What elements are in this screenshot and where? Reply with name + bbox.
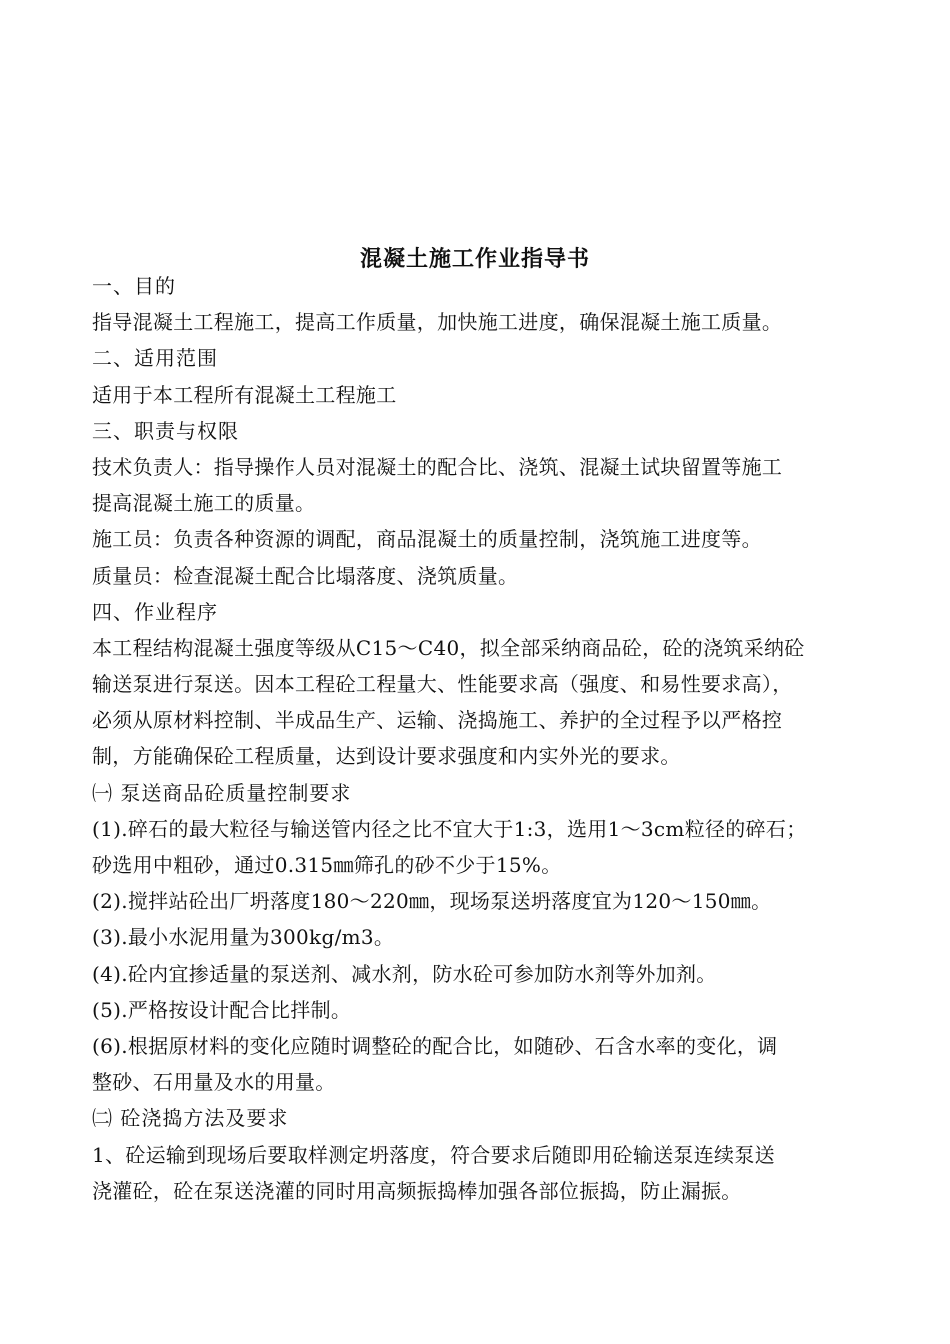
paragraph-line: 浇灌砼，砼在泵送浇灌的同时用高频振捣棒加强各部位振捣，防止漏振。: [92, 1178, 742, 1203]
section-heading: ㈠ 泵送商品砼质量控制要求: [92, 780, 352, 805]
section-heading: 一、目的: [92, 274, 176, 298]
paragraph-line: (2).搅拌站砼出厂坍落度180～220㎜，现场泵送坍落度宜为120～150㎜。: [92, 889, 772, 914]
paragraph-line: 制，方能确保砼工程质量，达到设计要求强度和内实外光的要求。: [92, 744, 681, 769]
paragraph-line: 提高混凝土施工的质量。: [92, 491, 316, 516]
paragraph-line: 适用于本工程所有混凝土工程施工: [92, 382, 397, 407]
paragraph-line: (6).根据原材料的变化应随时调整砼的配合比，如随砂、石含水率的变化，调: [92, 1033, 778, 1058]
paragraph-line: 本工程结构混凝土强度等级从C15～C40，拟全部采纳商品砼，砼的浇筑采纳砼: [92, 635, 805, 660]
paragraph-line: 指导混凝土工程施工，提高工作质量，加快施工进度，确保混凝土施工质量。: [92, 310, 783, 335]
paragraph-line: 必须从原材料控制、半成品生产、运输、浇捣施工、养护的全过程予以严格控: [92, 708, 783, 733]
paragraph-line: (5).严格按设计配合比拌制。: [92, 997, 352, 1022]
paragraph-line: 质量员：检查混凝土配合比塌落度、浇筑质量。: [92, 563, 519, 588]
section-heading: ㈡ 砼浇捣方法及要求: [92, 1106, 289, 1131]
paragraph-line: 施工员：负责各种资源的调配，商品混凝土的质量控制，浇筑施工进度等。: [92, 527, 762, 552]
document-body: [92, 268, 872, 1209]
paragraph-line: 整砂、石用量及水的用量。: [92, 1070, 336, 1095]
section-heading: 四、作业程序: [92, 599, 218, 624]
paragraph-line: (4).砼内宜掺适量的泵送剂、减水剂，防水砼可参加防水剂等外加剂。: [92, 961, 717, 986]
paragraph-line: 输送泵进行泵送。因本工程砼工程量大、性能要求高（强度、和易性要求高），: [92, 672, 793, 697]
document-title: 混凝土施工作业指导书: [359, 247, 590, 272]
paragraph-line: (3).最小水泥用量为300kg/m3。: [92, 925, 395, 950]
section-heading: 三、职责与权限: [92, 418, 239, 443]
paragraph-line: (1).碎石的最大粒径与输送管内径之比不宜大于1:3，选用1～3cm粒径的碎石；: [92, 816, 807, 841]
section-heading: 二、适用范围: [92, 346, 218, 371]
paragraph-line: 技术负责人：指导操作人员对混凝土的配合比、浇筑、混凝土试块留置等施工: [92, 454, 783, 479]
paragraph-line: 砂选用中粗砂，通过0.315㎜筛孔的砂不少于15%。: [92, 853, 562, 877]
paragraph-line: 1、砼运输到现场后要取样测定坍落度，符合要求后随即用砼输送泵连续泵送: [92, 1142, 775, 1167]
